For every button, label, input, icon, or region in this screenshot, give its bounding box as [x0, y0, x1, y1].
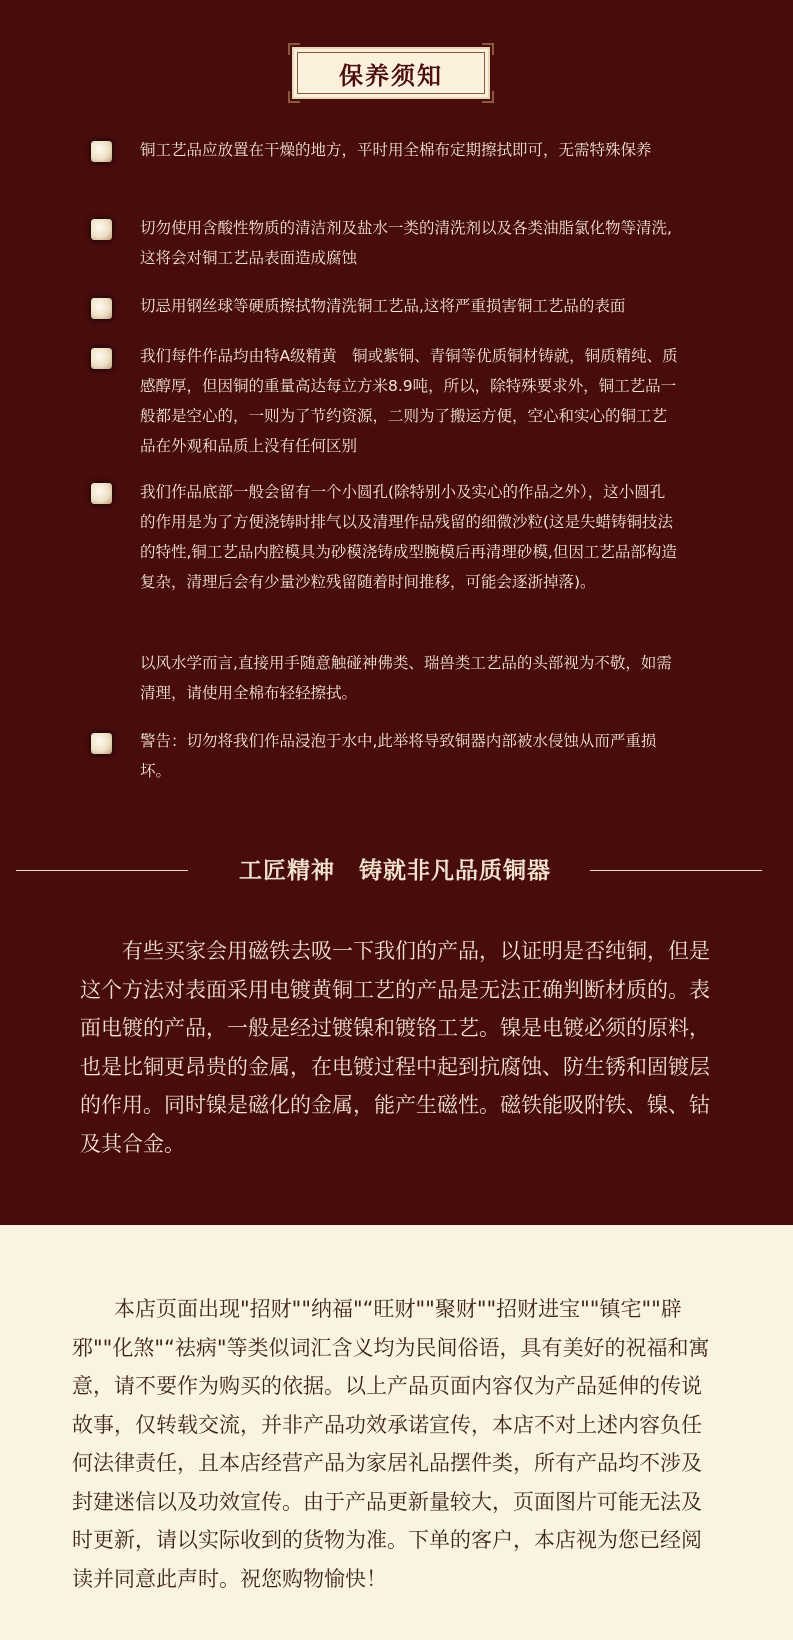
list-item: 警告：切勿将我们作品浸泡于水中,此举将导致铜器内部被水侵蚀从而严重损坏。	[140, 732, 657, 780]
list-item: 以风水学而言,直接用手随意触碰神佛类、瑞兽类工艺品的头部视为不敬，如需清理，请使用全棉布轻轻擦拭。	[140, 654, 672, 702]
list-item: 我们每件作品均由特A级精黄 铜或紫铜、青铜等优质铜材铸就，铜质精纯、质感醇厚，但因铜的重量高达每立方米8.9吨，所以，除特殊要求外，铜工艺品一般都是空心的，一则为了节约资源，二则为了搬运方便，空心和实心的铜工艺品在外观和品质上没有任何区别	[140, 347, 678, 455]
page-title: 保养须知	[339, 61, 443, 90]
square-bullet-icon	[91, 483, 112, 504]
square-bullet-icon	[91, 141, 112, 162]
section-title: 工匠精神 铸就非凡品质铜器	[239, 858, 551, 884]
square-bullet-icon	[91, 219, 112, 240]
list-item: 切忌用钢丝球等硬质擦拭物清洗铜工艺品,这将严重损害铜工艺品的表面	[140, 297, 626, 315]
plaque-corner-ornament	[482, 43, 494, 55]
square-bullet-icon	[91, 298, 112, 319]
care-title-plaque	[292, 47, 490, 99]
plaque-corner-ornament	[482, 91, 494, 103]
divider-right	[590, 870, 762, 871]
plaque-corner-ornament	[288, 43, 300, 55]
list-item: 我们作品底部一般会留有一个小圆孔(除特别小及实心的作品之外），这小圆孔的作用是为了方便浇铸时排气以及清理作品残留的细微沙粒(这是失蜡铸铜技法的特性,铜工艺品内腔模具为砂模浇铸成型腕模后再清理砂模,但因工艺品部构造复杂，清理后会有少量沙粒残留随着时间推移，可能会逐浙掉落)。	[140, 483, 677, 591]
plaque-corner-ornament	[288, 91, 300, 103]
disclaimer-paragraph: 本店页面出现"招财""纳福"“旺财""聚财""招财进宝""镇宅""辟邪""化煞"“祛病"等类似词汇含义均为民间俗语，具有美好的祝福和寓意，请不要作为购买的依据。以上产品页面内容仅为产品延伸的传说故事，仅转载交流，并非产品功效承诺宣传，本店不对上述内容负任何法律责任，且本店经营产品为家居礼品摆件类，所有产品均不涉及封建迷信以及功效宣传。由于产品更新量较大，页面图片可能无法及时更新，请以实际收到的货物为准。下单的客户，本店视为您已经阅读并同意此声时。祝您购物愉快！	[72, 1297, 710, 1591]
list-item: 切勿使用含酸性物质的清洁剂及盐水一类的清洗剂以及各类油脂氯化物等清洗,这将会对铜工艺品表面造成腐蚀	[140, 219, 672, 267]
square-bullet-icon	[91, 348, 112, 369]
divider-left	[16, 870, 188, 871]
square-bullet-icon	[91, 733, 112, 754]
list-item: 铜工艺品应放置在干燥的地方，平时用全棉布定期擦拭即可，无需特殊保养	[140, 141, 652, 159]
magnet-paragraph: 有些买家会用磁铁去吸一下我们的产品，以证明是否纯铜，但是这个方法对表面采用电镀黄铜工艺的产品是无法正确判断材质的。表面电镀的产品，一般是经过镀镍和镀铬工艺。镍是电镀必须的原料，也是比铜更昂贵的金属，在电镀过程中起到抗腐蚀、防生锈和固镀层的作用。同时镍是磁化的金属，能产生磁性。磁铁能吸附铁、镍、钴及其合金。	[80, 939, 710, 1156]
